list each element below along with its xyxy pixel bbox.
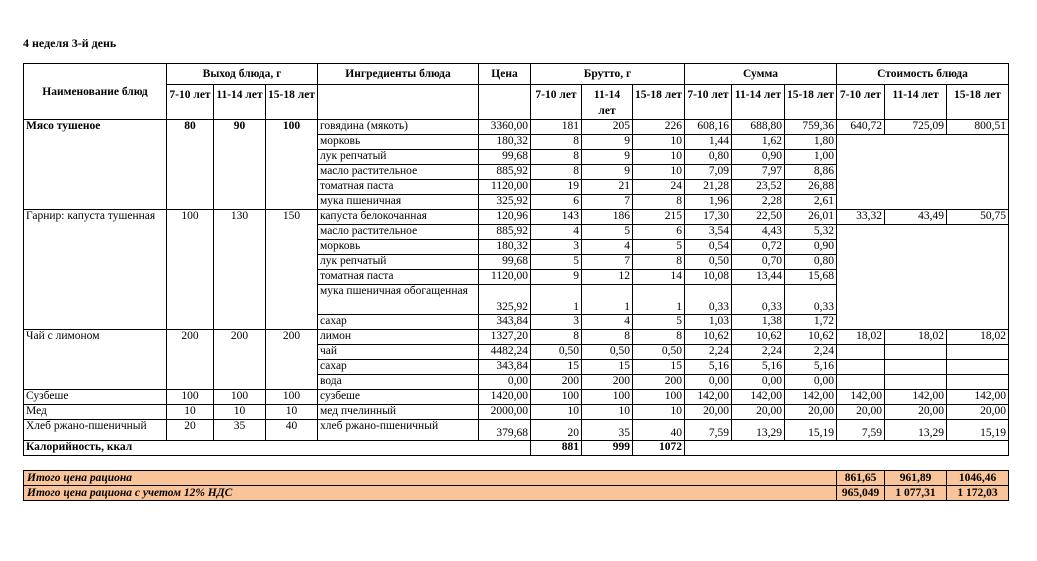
calories-row <box>24 441 1009 456</box>
ingredient-sum: 0,33 <box>785 285 837 315</box>
ingredient-brutto: 5 <box>633 315 685 330</box>
ingredient-brutto: 8 <box>531 150 582 165</box>
ingredient-brutto: 15 <box>582 360 633 375</box>
ingredient-sum: 8,86 <box>785 165 837 180</box>
ingredient-price: 325,92 <box>479 195 531 210</box>
ingredient-sum: 26,01 <box>785 210 837 225</box>
header-row-1 <box>24 64 1009 85</box>
ingredient-brutto: 7 <box>582 195 633 210</box>
yield-age-11-14: 11-14 лет <box>214 85 266 120</box>
ingredient-brutto: 7 <box>582 255 633 270</box>
ingredient-brutto: 40 <box>633 420 685 441</box>
ingredient-brutto: 10 <box>633 405 685 420</box>
ingredient-brutto: 0,50 <box>633 345 685 360</box>
ingredient-brutto: 215 <box>633 210 685 225</box>
brutto-age-15-18: 15-18 лет <box>633 85 685 120</box>
ingredient-name: говядина (мякоть) <box>318 120 479 135</box>
ingredient-sum: 0,00 <box>732 375 785 390</box>
header-brutto: Брутто, г <box>531 64 685 85</box>
ingredient-brutto: 1 <box>633 285 685 315</box>
yield-age-7-10: 7-10 лет <box>167 85 214 120</box>
dish-cost: 13,29 <box>885 420 947 441</box>
totals-row <box>24 471 1009 486</box>
cost-empty-cell <box>947 345 1009 360</box>
totals-row <box>24 486 1009 501</box>
ingredient-brutto: 5 <box>531 255 582 270</box>
ingredient-brutto: 4 <box>582 240 633 255</box>
ingredient-brutto: 5 <box>633 240 685 255</box>
ingredient-brutto: 9 <box>582 165 633 180</box>
ingredient-brutto: 181 <box>531 120 582 135</box>
dish-yield: 100 <box>266 120 318 210</box>
dish-cost: 50,75 <box>947 210 1009 225</box>
cost-empty-cell <box>885 345 947 360</box>
ingredient-row <box>24 405 1009 420</box>
header-sum: Сумма <box>685 64 837 85</box>
dish-yield: 150 <box>266 210 318 330</box>
ingredient-sum: 2,61 <box>785 195 837 210</box>
ingredient-sum: 10,62 <box>732 330 785 345</box>
ingredient-name: мука пшеничная обогащенная <box>318 285 479 315</box>
ingredient-name: капуста белокочанная <box>318 210 479 225</box>
ingredient-sum: 21,28 <box>685 180 732 195</box>
ingredient-brutto: 3 <box>531 315 582 330</box>
ingredient-name: морковь <box>318 135 479 150</box>
dish-cost: 725,09 <box>885 120 947 135</box>
ingredient-brutto: 143 <box>531 210 582 225</box>
dish-yield: 20 <box>167 420 214 441</box>
ingredient-name: масло растительное <box>318 225 479 240</box>
ingredient-sum: 2,24 <box>685 345 732 360</box>
ingredient-sum: 0,90 <box>732 150 785 165</box>
ingredient-sum: 608,16 <box>685 120 732 135</box>
ingredient-brutto: 24 <box>633 180 685 195</box>
ingredient-brutto: 1 <box>531 285 582 315</box>
ingredient-brutto: 4 <box>531 225 582 240</box>
ingredient-brutto: 10 <box>531 405 582 420</box>
sum-age-7-10: 7-10 лет <box>685 85 732 120</box>
cost-empty-cell <box>947 375 1009 390</box>
ingredient-sum: 0,70 <box>732 255 785 270</box>
ingredient-brutto: 10 <box>633 165 685 180</box>
ingredient-sum: 20,00 <box>685 405 732 420</box>
dish-yield: 35 <box>214 420 266 441</box>
dish-cost: 142,00 <box>947 390 1009 405</box>
cost-empty-block <box>837 135 1009 210</box>
ingredient-brutto: 4 <box>582 315 633 330</box>
ingredient-brutto: 15 <box>531 360 582 375</box>
ingredient-brutto: 6 <box>633 225 685 240</box>
dish-cost: 43,49 <box>885 210 947 225</box>
dish-yield: 100 <box>266 390 318 405</box>
dish-cost: 640,72 <box>837 120 885 135</box>
ingredient-name: масло растительное <box>318 165 479 180</box>
dish-yield: 90 <box>214 120 266 210</box>
ingredient-sum: 142,00 <box>732 390 785 405</box>
dish-cost: 20,00 <box>947 405 1009 420</box>
dish-cost: 142,00 <box>837 390 885 405</box>
ingredient-name: мука пшеничная <box>318 195 479 210</box>
ingredient-sum: 13,44 <box>732 270 785 285</box>
price-subheader-empty <box>479 85 531 120</box>
ingredient-sum: 15,19 <box>785 420 837 441</box>
ingredient-brutto: 200 <box>582 375 633 390</box>
dish-name: Гарнир: капуста тушенная <box>24 210 167 330</box>
ingredient-sum: 0,54 <box>685 240 732 255</box>
ingredient-brutto: 100 <box>531 390 582 405</box>
header-ingredients: Ингредиенты блюда <box>318 64 479 85</box>
ingredient-price: 99,68 <box>479 150 531 165</box>
ingredient-price: 3360,00 <box>479 120 531 135</box>
ingredient-price: 343,84 <box>479 315 531 330</box>
ingredient-sum: 0,33 <box>732 285 785 315</box>
sum-age-15-18: 15-18 лет <box>785 85 837 120</box>
ingredient-name: сузбеше <box>318 390 479 405</box>
ingredient-sum: 7,59 <box>685 420 732 441</box>
dish-yield: 100 <box>167 210 214 330</box>
ingredient-sum: 0,50 <box>685 255 732 270</box>
cost-empty-cell <box>837 375 885 390</box>
ingredient-sum: 2,24 <box>785 345 837 360</box>
ingredient-price: 99,68 <box>479 255 531 270</box>
ingredient-row <box>24 210 1009 225</box>
totals-value: 965,049 <box>837 486 885 501</box>
dish-cost: 142,00 <box>885 390 947 405</box>
header-dish-name: Наименование блюд <box>24 64 167 120</box>
dish-yield: 100 <box>167 390 214 405</box>
ingredient-price: 343,84 <box>479 360 531 375</box>
ingredient-price: 180,32 <box>479 135 531 150</box>
ingredient-sum: 3,54 <box>685 225 732 240</box>
ingredient-sum: 5,16 <box>785 360 837 375</box>
ingredient-brutto: 1 <box>582 285 633 315</box>
ingredient-sum: 22,50 <box>732 210 785 225</box>
dish-yield: 200 <box>214 330 266 390</box>
ingredient-name: томатная паста <box>318 180 479 195</box>
ingredient-price: 885,92 <box>479 165 531 180</box>
totals-table <box>23 470 1009 501</box>
header-cost: Стоимость блюда <box>837 64 1009 85</box>
ingredient-sum: 1,00 <box>785 150 837 165</box>
ingredient-brutto: 12 <box>582 270 633 285</box>
ingredient-brutto: 8 <box>633 330 685 345</box>
dish-cost: 20,00 <box>837 405 885 420</box>
dish-cost: 15,19 <box>947 420 1009 441</box>
ingredient-brutto: 0,50 <box>582 345 633 360</box>
ingredient-sum: 4,43 <box>732 225 785 240</box>
ingredient-name: вода <box>318 375 479 390</box>
totals-label: Итого цена рациона <box>24 471 837 486</box>
ingredient-brutto: 15 <box>633 360 685 375</box>
totals-value: 1046,46 <box>947 471 1009 486</box>
ingredient-brutto: 21 <box>582 180 633 195</box>
dish-yield: 80 <box>167 120 214 210</box>
ingredient-brutto: 10 <box>633 150 685 165</box>
page-title: 4 неделя 3-й день <box>23 36 117 50</box>
ingredient-sum: 0,33 <box>685 285 732 315</box>
ingredient-name: чай <box>318 345 479 360</box>
ingredient-sum: 7,97 <box>732 165 785 180</box>
ingredient-brutto: 100 <box>582 390 633 405</box>
cost-empty-block <box>837 225 1009 330</box>
ingredient-price: 4482,24 <box>479 345 531 360</box>
dish-name: Чай с лимоном <box>24 330 167 390</box>
cost-age-15-18: 15-18 лет <box>947 85 1009 120</box>
ingredient-sum: 759,36 <box>785 120 837 135</box>
ingredient-price: 1420,00 <box>479 390 531 405</box>
ingredient-price: 180,32 <box>479 240 531 255</box>
totals-label: Итого цена рациона с учетом 12% НДС <box>24 486 837 501</box>
ingredient-sum: 0,90 <box>785 240 837 255</box>
calories-label: Калорийность, ккал <box>24 441 531 456</box>
ingredient-sum: 0,72 <box>732 240 785 255</box>
ingredient-brutto: 8 <box>633 255 685 270</box>
ingredient-sum: 2,24 <box>732 345 785 360</box>
ingredient-sum: 1,38 <box>732 315 785 330</box>
ingredient-sum: 17,30 <box>685 210 732 225</box>
ingredient-price: 2000,00 <box>479 405 531 420</box>
ingredient-sum: 7,09 <box>685 165 732 180</box>
ingredient-brutto: 10 <box>582 405 633 420</box>
ingredient-brutto: 10 <box>633 135 685 150</box>
ingredient-name: сахар <box>318 315 479 330</box>
ingredient-sum: 1,96 <box>685 195 732 210</box>
ingredient-price: 1120,00 <box>479 180 531 195</box>
ingredient-sum: 1,72 <box>785 315 837 330</box>
ingredient-sum: 23,52 <box>732 180 785 195</box>
ingredient-sum: 10,08 <box>685 270 732 285</box>
ingredient-brutto: 9 <box>582 150 633 165</box>
ingredient-brutto: 8 <box>531 135 582 150</box>
dish-yield: 100 <box>214 390 266 405</box>
ingredient-row <box>24 420 1009 441</box>
ingredient-price: 1120,00 <box>479 270 531 285</box>
ingredient-brutto: 3 <box>531 240 582 255</box>
ingredient-sum: 0,00 <box>785 375 837 390</box>
ingredient-row <box>24 330 1009 345</box>
ingredient-sum: 2,28 <box>732 195 785 210</box>
ingredient-sum: 688,80 <box>732 120 785 135</box>
ingredients-subheader-empty <box>318 85 479 120</box>
ingredient-price: 1327,20 <box>479 330 531 345</box>
dish-yield: 130 <box>214 210 266 330</box>
yield-age-15-18: 15-18 лет <box>266 85 318 120</box>
ingredient-brutto: 200 <box>633 375 685 390</box>
ingredient-brutto: 200 <box>531 375 582 390</box>
ingredient-row <box>24 390 1009 405</box>
ingredient-brutto: 8 <box>582 330 633 345</box>
ingredient-sum: 5,16 <box>685 360 732 375</box>
ingredient-name: лук репчатый <box>318 255 479 270</box>
dish-cost: 20,00 <box>885 405 947 420</box>
dish-name: Хлеб ржано-пшеничный <box>24 420 167 441</box>
dish-name: Мед <box>24 405 167 420</box>
cost-empty-cell <box>837 360 885 375</box>
dish-name: Мясо тушеное <box>24 120 167 210</box>
totals-value: 1 172,03 <box>947 486 1009 501</box>
dish-yield: 200 <box>266 330 318 390</box>
ingredient-brutto: 8 <box>633 195 685 210</box>
cost-empty-cell <box>885 360 947 375</box>
ingredient-name: морковь <box>318 240 479 255</box>
dish-yield: 200 <box>167 330 214 390</box>
calories-value: 999 <box>582 441 633 456</box>
dish-cost: 18,02 <box>837 330 885 345</box>
ingredient-brutto: 186 <box>582 210 633 225</box>
ingredient-sum: 0,00 <box>685 375 732 390</box>
ingredient-sum: 20,00 <box>785 405 837 420</box>
dish-cost: 800,51 <box>947 120 1009 135</box>
ingredient-brutto: 9 <box>531 270 582 285</box>
ingredient-brutto: 226 <box>633 120 685 135</box>
dish-cost: 33,32 <box>837 210 885 225</box>
ingredient-brutto: 100 <box>633 390 685 405</box>
ingredient-sum: 142,00 <box>785 390 837 405</box>
ingredient-sum: 1,62 <box>732 135 785 150</box>
ingredient-brutto: 5 <box>582 225 633 240</box>
ingredient-name: томатная паста <box>318 270 479 285</box>
ingredient-price: 0,00 <box>479 375 531 390</box>
ingredient-brutto: 8 <box>531 330 582 345</box>
dish-yield: 10 <box>167 405 214 420</box>
dish-cost: 18,02 <box>885 330 947 345</box>
ingredient-price: 885,92 <box>479 225 531 240</box>
brutto-age-11-14: 11-14 лет <box>582 85 633 120</box>
header-row-2 <box>24 85 1009 120</box>
ingredient-price: 379,68 <box>479 420 531 441</box>
ingredient-brutto: 9 <box>582 135 633 150</box>
ingredient-price: 325,92 <box>479 285 531 315</box>
ingredient-price: 120,96 <box>479 210 531 225</box>
ingredient-brutto: 35 <box>582 420 633 441</box>
ingredient-sum: 10,62 <box>685 330 732 345</box>
ingredient-sum: 1,44 <box>685 135 732 150</box>
ingredient-row <box>24 120 1009 135</box>
sum-age-11-14: 11-14 лет <box>732 85 785 120</box>
ingredient-sum: 142,00 <box>685 390 732 405</box>
cost-age-7-10: 7-10 лет <box>837 85 885 120</box>
ingredient-sum: 20,00 <box>732 405 785 420</box>
ingredient-sum: 26,88 <box>785 180 837 195</box>
ingredient-brutto: 0,50 <box>531 345 582 360</box>
ingredient-sum: 15,68 <box>785 270 837 285</box>
ingredient-sum: 1,80 <box>785 135 837 150</box>
ingredient-sum: 13,29 <box>732 420 785 441</box>
dish-yield: 10 <box>214 405 266 420</box>
ingredient-brutto: 6 <box>531 195 582 210</box>
header-yield: Выход блюда, г <box>167 64 318 85</box>
dish-name: Сузбеше <box>24 390 167 405</box>
cost-empty-cell <box>947 360 1009 375</box>
dish-cost: 18,02 <box>947 330 1009 345</box>
ingredient-name: лук репчатый <box>318 150 479 165</box>
ingredient-brutto: 20 <box>531 420 582 441</box>
dish-yield: 40 <box>266 420 318 441</box>
cost-age-11-14: 11-14 лет <box>885 85 947 120</box>
ingredient-name: лимон <box>318 330 479 345</box>
ingredient-sum: 5,32 <box>785 225 837 240</box>
ingredient-brutto: 19 <box>531 180 582 195</box>
ingredient-brutto: 8 <box>531 165 582 180</box>
dish-cost: 7,59 <box>837 420 885 441</box>
totals-value: 1 077,31 <box>885 486 947 501</box>
totals-value: 961,89 <box>885 471 947 486</box>
dish-yield: 10 <box>266 405 318 420</box>
ingredient-brutto: 14 <box>633 270 685 285</box>
header-price: Цена <box>479 64 531 85</box>
ingredient-brutto: 205 <box>582 120 633 135</box>
ingredient-sum: 0,80 <box>685 150 732 165</box>
calories-empty <box>685 441 1009 456</box>
cost-empty-cell <box>837 345 885 360</box>
ingredient-name: сахар <box>318 360 479 375</box>
cost-empty-cell <box>885 375 947 390</box>
ingredient-sum: 5,16 <box>732 360 785 375</box>
ingredient-sum: 10,62 <box>785 330 837 345</box>
calories-value: 881 <box>531 441 582 456</box>
menu-table <box>23 63 1009 456</box>
brutto-age-7-10: 7-10 лет <box>531 85 582 120</box>
ingredient-name: хлеб ржано-пшеничный <box>318 420 479 441</box>
totals-value: 861,65 <box>837 471 885 486</box>
ingredient-sum: 1,03 <box>685 315 732 330</box>
ingredient-name: мед пчелинный <box>318 405 479 420</box>
calories-value: 1072 <box>633 441 685 456</box>
ingredient-sum: 0,80 <box>785 255 837 270</box>
